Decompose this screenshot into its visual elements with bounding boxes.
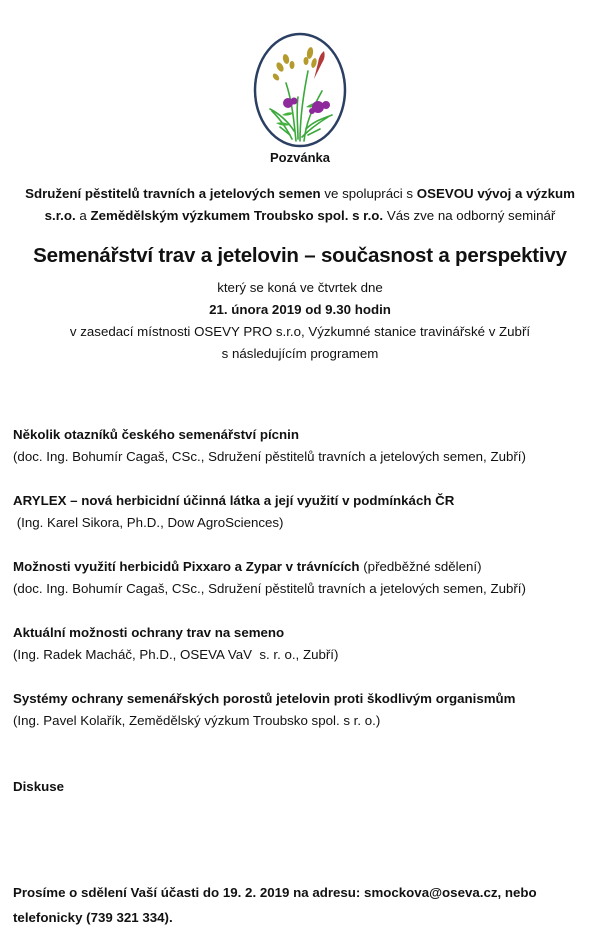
held-text: který se koná ve čtvrtek dne (217, 280, 383, 295)
rsvp-note (13, 880, 593, 930)
program-item-speaker: (Ing. Pavel Kolařík, Zemědělský výzkum Troubsko spol. s r. o.) (13, 713, 381, 728)
date-time: 21. února 2019 od 9.30 hodin (209, 302, 391, 317)
program-item-speaker: (Ing. Radek Macháč, Ph.D., OSEVA VaV s. r. o., Zubří) (13, 647, 339, 662)
program-item-speaker: (doc. Ing. Bohumír Cagaš, CSc., Sdružení pěstitelů travních a jetelových semen, Zubří) (13, 581, 526, 596)
program-item-title: ARYLEX – nová herbicidní účinná látka a její využití v podmínkách ČR (13, 493, 455, 508)
program-item-title: Systémy ochrany semenářských porostů jetelovin proti škodlivým organismům (13, 691, 516, 706)
program-item (13, 688, 593, 732)
seminar-title: Semenářství trav a jetelovin – současnost a perspektivy (33, 244, 567, 267)
discussion: Diskuse (13, 779, 64, 794)
program-item-title: Možnosti využití herbicidů Pixxaro a Zypar v trávnících (13, 559, 360, 574)
intro-text-1: ve spolupráci s (320, 186, 417, 201)
program-item (13, 556, 593, 600)
program-intro: s následujícím programem (221, 346, 379, 361)
program-item (13, 490, 593, 534)
org-name-1: Sdružení pěstitelů travních a jetelových semen (25, 186, 321, 201)
program-item-note: (předběžné sdělení) (359, 559, 482, 574)
invitation-heading: Pozvánka (270, 150, 330, 165)
rsvp-line-2: telefonicky (739 321 334). (13, 910, 173, 925)
program-item-speaker: (doc. Ing. Bohumír Cagaš, CSc., Sdružení pěstitelů travních a jetelových semen, Zubří) (13, 449, 526, 464)
rsvp-line-1: Prosíme o sdělení Vaší účasti do 19. 2. 2019 na adresu: smockova@oseva.cz, nebo (13, 885, 537, 900)
program-item-title: Aktuální možnosti ochrany trav na semeno (13, 625, 285, 640)
org-name-2: OSEVOU vývoj a výzkum s.r.o. (44, 186, 575, 223)
org-name-3: Zemědělským výzkumem Troubsko spol. s r.o. (90, 208, 384, 223)
logo (252, 31, 348, 149)
program-item-title: Několik otazníků českého semenářství pícnin (13, 427, 299, 442)
intro-text-2: a (75, 208, 91, 223)
intro-paragraph (18, 183, 582, 227)
program-item (13, 622, 593, 666)
grass-and-clover-logo-icon (252, 31, 348, 149)
intro-text-3: Vás zve na odborný seminář (383, 208, 556, 223)
program-item (13, 424, 593, 468)
location: v zasedací místnosti OSEVY PRO s.r.o, Výzkumné stanice travinářské v Zubří (69, 324, 531, 339)
program-item-speaker: (Ing. Karel Sikora, Ph.D., Dow AgroSciences) (13, 515, 284, 530)
